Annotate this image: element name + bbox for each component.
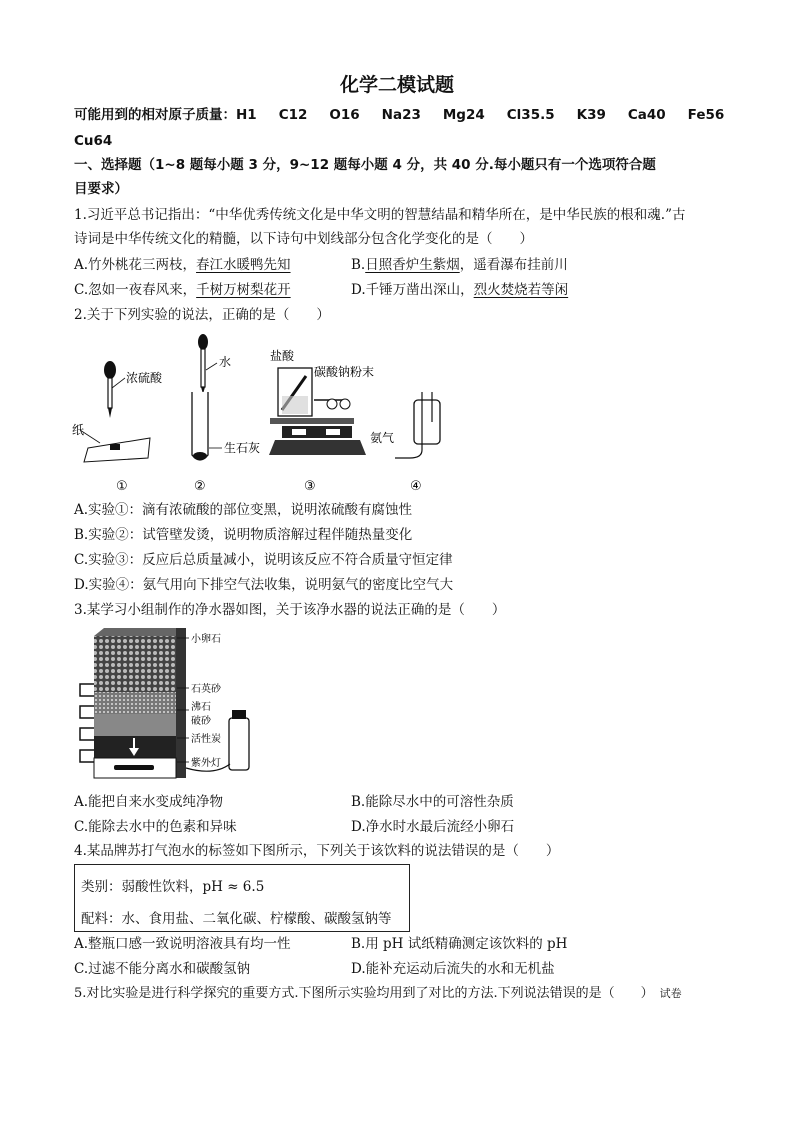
mass-c: C12 (278, 107, 308, 123)
exp2-dropper (198, 334, 217, 394)
exp4-gas-bottle (395, 392, 440, 458)
q1-b-suffix: ，遥看瀑布挂前川 (459, 257, 568, 273)
q4-option-b: B.用 pH 试纸精确测定该饮料的 pH (351, 936, 568, 952)
label-quartz: 石英砂 (191, 684, 221, 695)
q3-option-d: D.净水时水最后流经小卵石 (351, 819, 515, 835)
q1-d-underlined: 烈火焚烧若等闲 (473, 282, 569, 298)
q2-option-a: A.实验①：滴有浓硫酸的部位变黑，说明浓硫酸有腐蚀性 (74, 502, 413, 518)
q1-c-prefix: C.忽如一夜春风来， (74, 282, 197, 298)
q2-option-b: B.实验②：试管壁发烫，说明物质溶解过程伴随热量变化 (74, 527, 413, 543)
fig-number-3: ③ (304, 479, 316, 494)
mass-fe: Fe56 (687, 107, 725, 123)
exp1-dropper (104, 361, 125, 418)
mass-k: K39 (576, 107, 606, 123)
exp1-paper (80, 430, 150, 462)
q4-option-d: D.能补充运动后流失的水和无机盐 (351, 961, 555, 977)
fig-number-4: ④ (410, 479, 422, 494)
q4-option-a: A.整瓶口感一致说明溶液具有均一性 (74, 936, 291, 952)
label-acid: 浓硫酸 (126, 371, 163, 385)
q3-option-c: C.能除去水中的色素和异味 (74, 819, 237, 835)
q1-option-b (351, 255, 568, 275)
mass-cl: Cl35.5 (506, 107, 555, 123)
q2-stem: 2.关于下列实验的说法，正确的是（ ） (74, 307, 330, 323)
q1-option-d (351, 280, 568, 300)
q1-d-prefix: D.千锤万凿出深山， (351, 282, 474, 298)
page-title: 化学二模试题 (339, 74, 454, 96)
label-ammonia: 氨气 (370, 431, 395, 445)
q2-option-d: D.实验④：氨气用向下排空气法收集，说明氨气的密度比空气大 (74, 577, 454, 593)
label-paper: 纸 (72, 423, 85, 437)
mass-cu: Cu64 (74, 133, 113, 149)
q1-a-underlined: 春江水暖鸭先知 (196, 257, 291, 273)
q1-option-c (74, 280, 291, 300)
label-pebble: 小卵石 (191, 634, 221, 645)
mass-ca: Ca40 (627, 107, 666, 123)
label-hcl: 盐酸 (270, 349, 295, 363)
q4-stem: 4.某品牌苏打气泡水的标签如下图所示，下列关于该饮料的说法错误的是（ ） (74, 843, 560, 859)
q3-option-b: B.能除尽水中的可溶性杂质 (351, 794, 514, 810)
fig-number-2: ② (194, 479, 206, 494)
q3-stem: 3.某学习小组制作的净水器如图，关于该净水器的说法正确的是（ ） (74, 602, 506, 618)
label-zeolite1: 沸石 (191, 702, 211, 713)
q1-a-prefix: A.竹外桃花三两枝， (74, 257, 197, 273)
q4-label-box (74, 864, 410, 932)
section-heading-line1: 一、选择题（1~8 题每小题 3 分，9~12 题每小题 4 分，共 40 分.每小题只有一个选项符合题 (74, 157, 656, 173)
exp2-test-tube (192, 392, 222, 460)
fig-number-1: ① (116, 479, 128, 494)
section-heading-line2: 目要求） (74, 181, 128, 197)
q1-b-underlined: 日照香炉生紫烟 (365, 257, 460, 273)
q2-experiment-figure (70, 330, 450, 500)
q3-option-a: A.能把自来水变成纯净物 (74, 794, 224, 810)
q4-label-line1: 类别：弱酸性饮料，pH ≈ 6.5 (81, 879, 265, 895)
q1-stem-line2: 诗词是中华传统文化的精髓，以下诗句中划线部分包含化学变化的是（ ） (74, 231, 533, 247)
q4-option-c: C.过滤不能分离水和碳酸氢钠 (74, 961, 251, 977)
q5-tail-mark: 试卷 (659, 987, 682, 1000)
label-lime: 生石灰 (224, 441, 261, 455)
q1-c-underlined: 千树万树梨花开 (196, 282, 291, 298)
purifier-cabinet (80, 628, 186, 778)
mass-mg: Mg24 (442, 107, 485, 123)
atomic-masses-line (74, 105, 724, 125)
q5-stem-text: 5.对比实验是进行科学探究的重要方式.下图所示实验均用到了对比的方法.下列说法错误的是（ ） (74, 986, 654, 1001)
mass-na: Na23 (381, 107, 421, 123)
q1-option-a (74, 255, 291, 275)
q2-option-c: C.实验③：反应后总质量减小，说明该反应不符合质量守恒定律 (74, 552, 453, 568)
q4-label-line2: 配料：水、食用盐、二氧化碳、柠檬酸、碳酸氢钠等 (81, 911, 392, 927)
exp3-balance (269, 368, 366, 455)
q1-stem-line1: 1.习近平总书记指出：“中华优秀传统文化是中华文明的智慧结晶和精华所在，是中华民族的根和魂.”古 (74, 207, 686, 223)
q5-stem (74, 984, 682, 1004)
label-carbon: 活性炭 (191, 734, 221, 745)
mass-o: O16 (329, 107, 360, 123)
atomic-masses-label: 可能用到的相对原子质量： (74, 107, 236, 123)
label-water: 水 (219, 355, 232, 369)
q1-b-prefix: B. (351, 257, 366, 273)
label-uv: 紫外灯 (191, 758, 221, 769)
label-soda: 碳酸钠粉末 (314, 365, 375, 379)
mass-h: H1 (236, 107, 257, 123)
label-zeolite2: 破砂 (191, 716, 211, 727)
q3-water-purifier-figure (74, 626, 264, 786)
